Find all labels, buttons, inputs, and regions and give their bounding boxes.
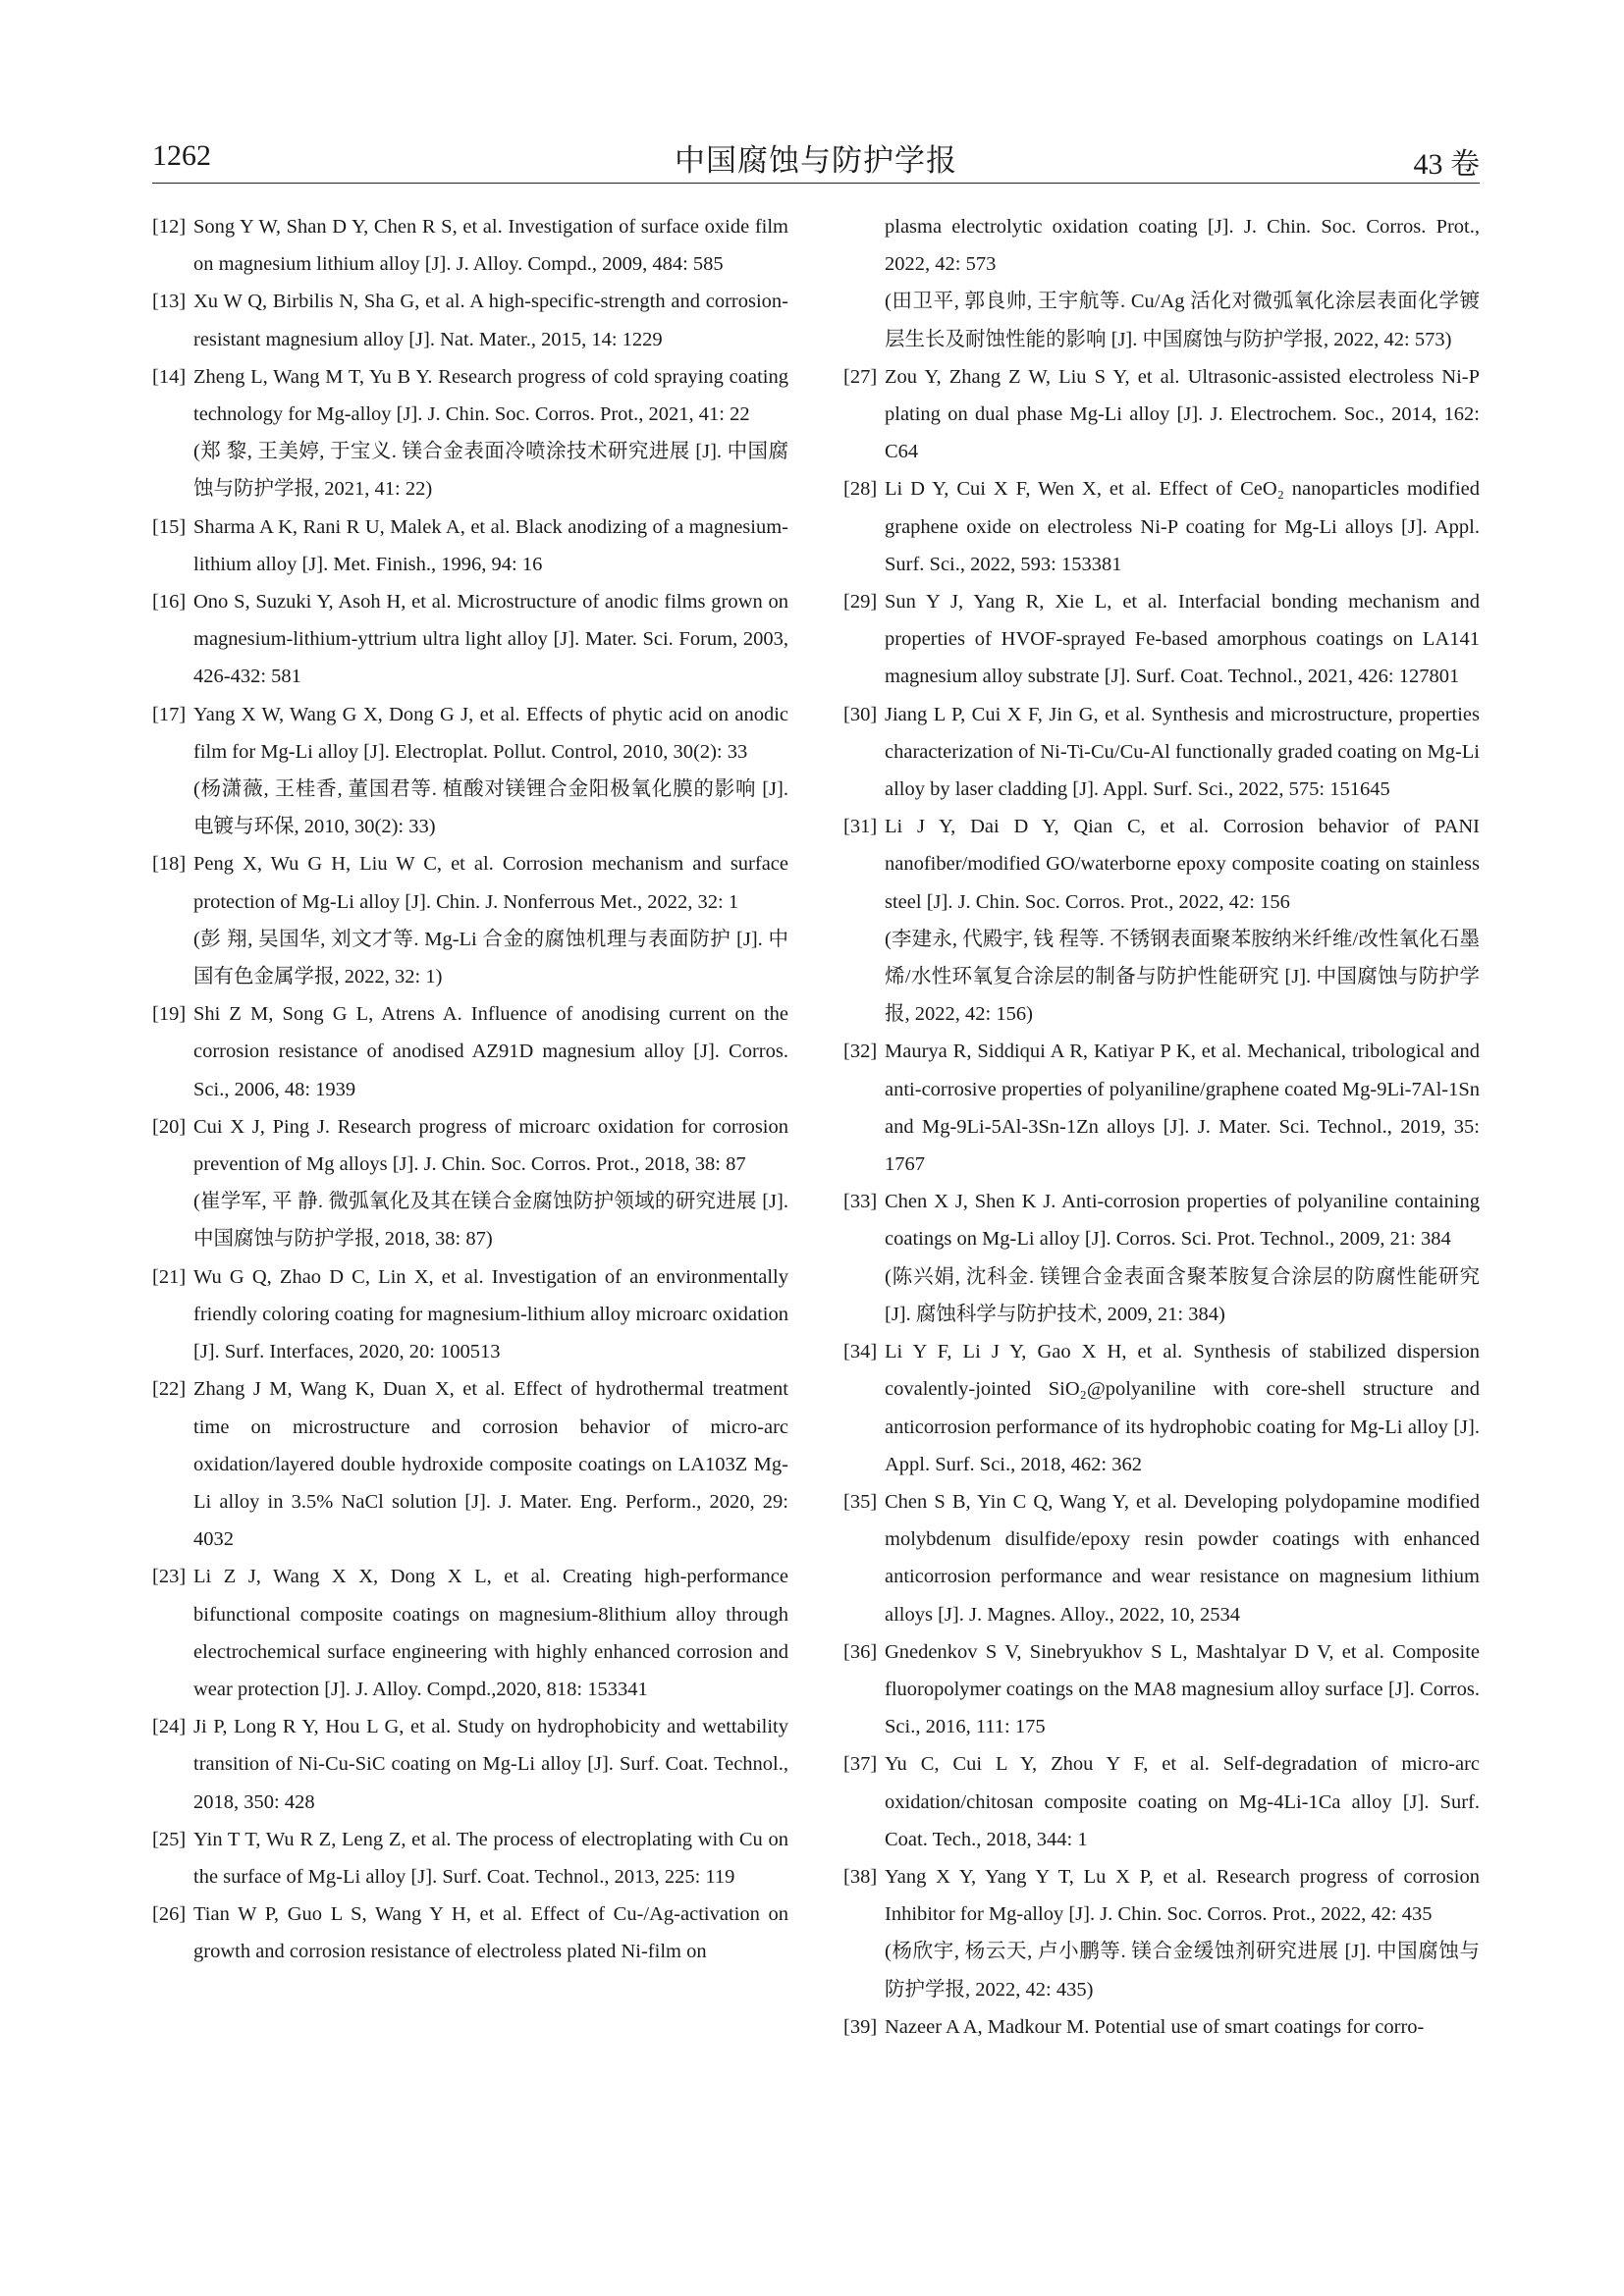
reference-text: Wu G Q, Zhao D C, Lin X, et al. Investigation of an environmentally friendly coloring coating for magnesium-lithium alloy microarc oxidation [J]. Surf. Interfaces, 2020, 20: 100513 [193,1265,788,1363]
reference-text: Sun Y J, Yang R, Xie L, et al. Interfacial bonding mechanism and properties of HVOF-sprayed Fe-based amorphous coatings on LA141 magnesium alloy substrate [J]. Surf. Coat. Technol., 2021, 426: 127801 [885,591,1480,688]
reference-entry [843,1745,1480,1858]
reference-chinese-text: (杨欣宇, 杨云天, 卢小鹏等. 镁合金缓蚀剂研究进展 [J]. 中国腐蚀与防护学报, 2022, 42: 435) [885,1941,1480,2001]
reference-number: [38] [843,1865,878,1888]
reference-text: Zhang J M, Wang K, Duan X, et al. Effect of hydrothermal treatment time on microstructure and corrosion behavior of micro-arc oxidation/layered double hydroxide composite coatings on LA103Z Mg-Li alloy in 3.5% NaCl solution [J]. J. Mater. Eng. Perform., 2020, 29: 4032 [193,1378,788,1551]
reference-entry [152,995,788,1108]
reference-entry [843,1858,1480,2008]
reference-text: Zou Y, Zhang Z W, Liu S Y, et al. Ultrasonic-assisted electroless Ni-P plating on dual phase Mg-Li alloy [J]. J. Electrochem. Soc., 2014, 162: C64 [885,365,1480,463]
reference-entry [843,696,1480,809]
reference-entry [152,583,788,696]
reference-text: Tian W P, Guo L S, Wang Y H, et al. Effect of Cu-/Ag-activation on growth and corrosion resistance of electroless plated Ni-film on [193,1903,788,1963]
reference-entry [843,1333,1480,1483]
reference-chinese-text: (崔学军, 平 静. 微弧氧化及其在镁合金腐蚀防护领域的研究进展 [J]. 中国腐蚀与防护学报, 2018, 38: 87) [193,1191,788,1251]
reference-number: [28] [843,478,878,501]
reference-text: Li D Y, Cui X F, Wen X, et al. Effect of CeO₂ nanoparticles modified graphene oxide on electroless Ni-P coating for Mg-Li alloys [J]. Appl. Surf. Sci., 2022, 593: 153381 [885,478,1480,575]
reference-text: plasma electrolytic oxidation coating [J]. J. Chin. Soc. Corros. Prot., 2022, 42: 573 [885,216,1480,276]
reference-entry [152,358,788,508]
reference-number: [12] [152,216,187,238]
running-header [152,130,1480,184]
journal-title: 中国腐蚀与防护学报 [675,143,957,178]
reference-text: Maurya R, Siddiqui A R, Katiyar P K, et al. Mechanical, tribological and anti-corrosive properties of polyaniline/graphene coated Mg-9Li-7Al-1Sn and Mg-9Li-5Al-3Sn-1Zn alloys [J]. J. Mater. Sci. Technol., 2019, 35: 1767 [885,1041,1480,1176]
reference-number: [26] [152,1903,187,1926]
reference-entry [152,845,788,995]
reference-text: Cui X J, Ping J. Research progress of microarc oxidation for corrosion prevention of Mg alloys [J]. J. Chin. Soc. Corros. Prot., 2018, 38: 87 [193,1115,788,1176]
reference-text: Li J Y, Dai D Y, Qian C, et al. Corrosion behavior of PANI nanofiber/modified GO/waterborne epoxy composite coating on stainless steel [J]. J. Chin. Soc. Corros. Prot., 2022, 42: 156 [885,816,1480,913]
reference-number: [16] [152,591,187,614]
reference-entry [152,1558,788,1708]
left-column-references [152,208,788,1971]
reference-chinese-text: (郑 黎, 王美婷, 于宝义. 镁合金表面冷喷涂技术研究进展 [J]. 中国腐蚀与防护学报, 2021, 41: 22) [193,441,788,501]
volume-label: 43 卷 [1413,148,1480,181]
reference-text: Song Y W, Shan D Y, Chen R S, et al. Investigation of surface oxide film on magnesium lithium alloy [J]. J. Alloy. Compd., 2009, 484: 585 [193,216,788,276]
reference-number: [14] [152,365,187,388]
reference-chinese-text: (田卫平, 郭良帅, 王宇航等. Cu/Ag 活化对微弧氧化涂层表面化学镀层生长及耐蚀性能的影响 [J]. 中国腐蚀与防护学报, 2022, 42: 573) [885,291,1480,350]
reference-number: [39] [843,2015,878,2038]
reference-number: [22] [152,1378,187,1401]
reference-text: Sharma A K, Rani R U, Malek A, et al. Black anodizing of a magnesium-lithium alloy [J]. Met. Finish., 1996, 94: 16 [193,515,788,575]
page-number: 1262 [152,139,211,172]
reference-text: Peng X, Wu G H, Liu W C, et al. Corrosion mechanism and surface protection of Mg-Li alloy [J]. Chin. J. Nonferrous Met., 2022, 32: 1 [193,853,788,913]
reference-text: Zheng L, Wang M T, Yu B Y. Research progress of cold spraying coating technology for Mg-alloy [J]. J. Chin. Soc. Corros. Prot., 2021, 41: 22 [193,365,788,426]
reference-text: Jiang L P, Cui X F, Jin G, et al. Synthesis and microstructure, properties characterization of Ni-Ti-Cu/Cu-Al functionally graded coating on Mg-Li alloy by laser cladding [J]. Appl. Surf. Sci., 2022, 575: 151645 [885,703,1480,801]
reference-number: [19] [152,1003,187,1026]
reference-entry [152,1708,788,1821]
reference-entry [152,1258,788,1371]
reference-text: Yang X W, Wang G X, Dong G J, et al. Effects of phytic acid on anodic film for Mg-Li alloy [J]. Electroplat. Pollut. Control, 2010, 30(2): 33 [193,703,788,763]
reference-entry [843,808,1480,1033]
reference-number: [35] [843,1490,878,1513]
reference-text: Ji P, Long R Y, Hou L G, et al. Study on hydrophobicity and wettability transition of Ni-Cu-SiC coating on Mg-Li alloy [J]. Surf. Coat. Technol., 2018, 350: 428 [193,1716,788,1813]
reference-text: Chen S B, Yin C Q, Wang Y, et al. Developing polydopamine modified molybdenum disulfide/epoxy resin powder coatings with enhanced anticorrosion performance and wear resistance on magnesium lithium alloys [J]. J. Magnes. Alloy., 2022, 10, 2534 [885,1490,1480,1626]
reference-number: [13] [152,291,187,313]
reference-number: [18] [152,853,187,876]
reference-text: Chen X J, Shen K J. Anti-corrosion properties of polyaniline containing coatings on Mg-Li alloy [J]. Corros. Sci. Prot. Technol., 2009, 21: 384 [885,1191,1480,1251]
reference-entry [843,208,1480,358]
reference-text: Yang X Y, Yang Y T, Lu X P, et al. Research progress of corrosion Inhibitor for Mg-alloy [J]. J. Chin. Soc. Corros. Prot., 2022, 42: 435 [885,1865,1480,1926]
reference-text: Li Y F, Li J Y, Gao X H, et al. Synthesis of stabilized dispersion covalently-jointed SiO₂@polyaniline with core-shell structure and anticorrosion performance of its hydrophobic coating for Mg-Li alloy [J]. Appl. Surf. Sci., 2018, 462: 362 [885,1341,1480,1475]
reference-text: Yin T T, Wu R Z, Leng Z, et al. The process of electroplating with Cu on the surface of Mg-Li alloy [J]. Surf. Coat. Technol., 2013, 225: 119 [193,1828,788,1888]
reference-number: [34] [843,1341,878,1363]
reference-text: Ono S, Suzuki Y, Asoh H, et al. Microstructure of anodic films grown on magnesium-lithium-yttrium ultra light alloy [J]. Mater. Sci. Forum, 2003, 426-432: 581 [193,591,788,688]
right-column-references [843,208,1480,2046]
reference-text: Nazeer A A, Madkour M. Potential use of smart coatings for corro- [885,2015,1425,2038]
reference-entry [843,2008,1480,2046]
reference-chinese-text: (李建永, 代殿宇, 钱 程等. 不锈钢表面聚苯胺纳米纤维/改性氧化石墨烯/水性环氧复合涂层的制备与防护性能研究 [J]. 中国腐蚀与防护学报, 2022, 42: 156) [885,928,1480,1026]
reference-entry [843,1483,1480,1633]
reference-entry [152,283,788,357]
reference-entry [843,470,1480,583]
reference-entry [152,1370,788,1558]
reference-number: [25] [152,1828,187,1850]
reference-number: [36] [843,1640,878,1663]
reference-number: [30] [843,703,878,725]
reference-entry [843,1633,1480,1746]
reference-number: [21] [152,1265,187,1288]
reference-entry [152,1108,788,1258]
reference-entry [152,508,788,583]
reference-number: [20] [152,1115,187,1138]
reference-entry [152,208,788,283]
reference-number: [32] [843,1041,878,1063]
reference-entry [843,1033,1480,1183]
reference-text: Shi Z M, Song G L, Atrens A. Influence of anodising current on the corrosion resistance of anodised AZ91D magnesium alloy [J]. Corros. Sci., 2006, 48: 1939 [193,1003,788,1100]
reference-entry [843,1183,1480,1333]
reference-chinese-text: (杨潇薇, 王桂香, 董国君等. 植酸对镁锂合金阳极氧化膜的影响 [J]. 电镀与环保, 2010, 30(2): 33) [193,778,788,838]
reference-entry [152,1821,788,1896]
reference-entry [843,583,1480,696]
reference-text: Gnedenkov S V, Sinebryukhov S L, Mashtalyar D V, et al. Composite fluoropolymer coatings on the MA8 magnesium alloy surface [J]. Corros. Sci., 2016, 111: 175 [885,1640,1480,1738]
reference-number: [23] [152,1566,187,1588]
reference-number: [31] [843,816,878,838]
reference-number: [15] [152,515,187,538]
reference-number: [33] [843,1191,878,1213]
reference-chinese-text: (彭 翔, 吴国华, 刘文才等. Mg-Li 合金的腐蚀机理与表面防护 [J]. 中国有色金属学报, 2022, 32: 1) [193,928,788,988]
reference-number: [17] [152,703,187,725]
reference-chinese-text: (陈兴娟, 沈科金. 镁锂合金表面含聚苯胺复合涂层的防腐性能研究 [J]. 腐蚀科学与防护技术, 2009, 21: 384) [885,1265,1480,1325]
reference-text: Li Z J, Wang X X, Dong X L, et al. Creating high-performance bifunctional composite coatings on magnesium-8lithium alloy through electrochemical surface engineering with highly enhanced corrosion and wear protection [J]. J. Alloy. Compd.,2020, 818: 153341 [193,1566,788,1700]
reference-number: [27] [843,365,878,388]
reference-number: [24] [152,1716,187,1738]
reference-number: [37] [843,1753,878,1776]
reference-text: Yu C, Cui L Y, Zhou Y F, et al. Self-degradation of micro-arc oxidation/chitosan composite coating on Mg-4Li-1Ca alloy [J]. Surf. Coat. Tech., 2018, 344: 1 [885,1753,1480,1850]
reference-entry [152,1896,788,1970]
reference-entry [843,358,1480,471]
reference-number: [29] [843,591,878,614]
reference-entry [152,696,788,846]
reference-text: Xu W Q, Birbilis N, Sha G, et al. A high-specific-strength and corrosion-resistant magnesium alloy [J]. Nat. Mater., 2015, 14: 1229 [193,291,788,350]
